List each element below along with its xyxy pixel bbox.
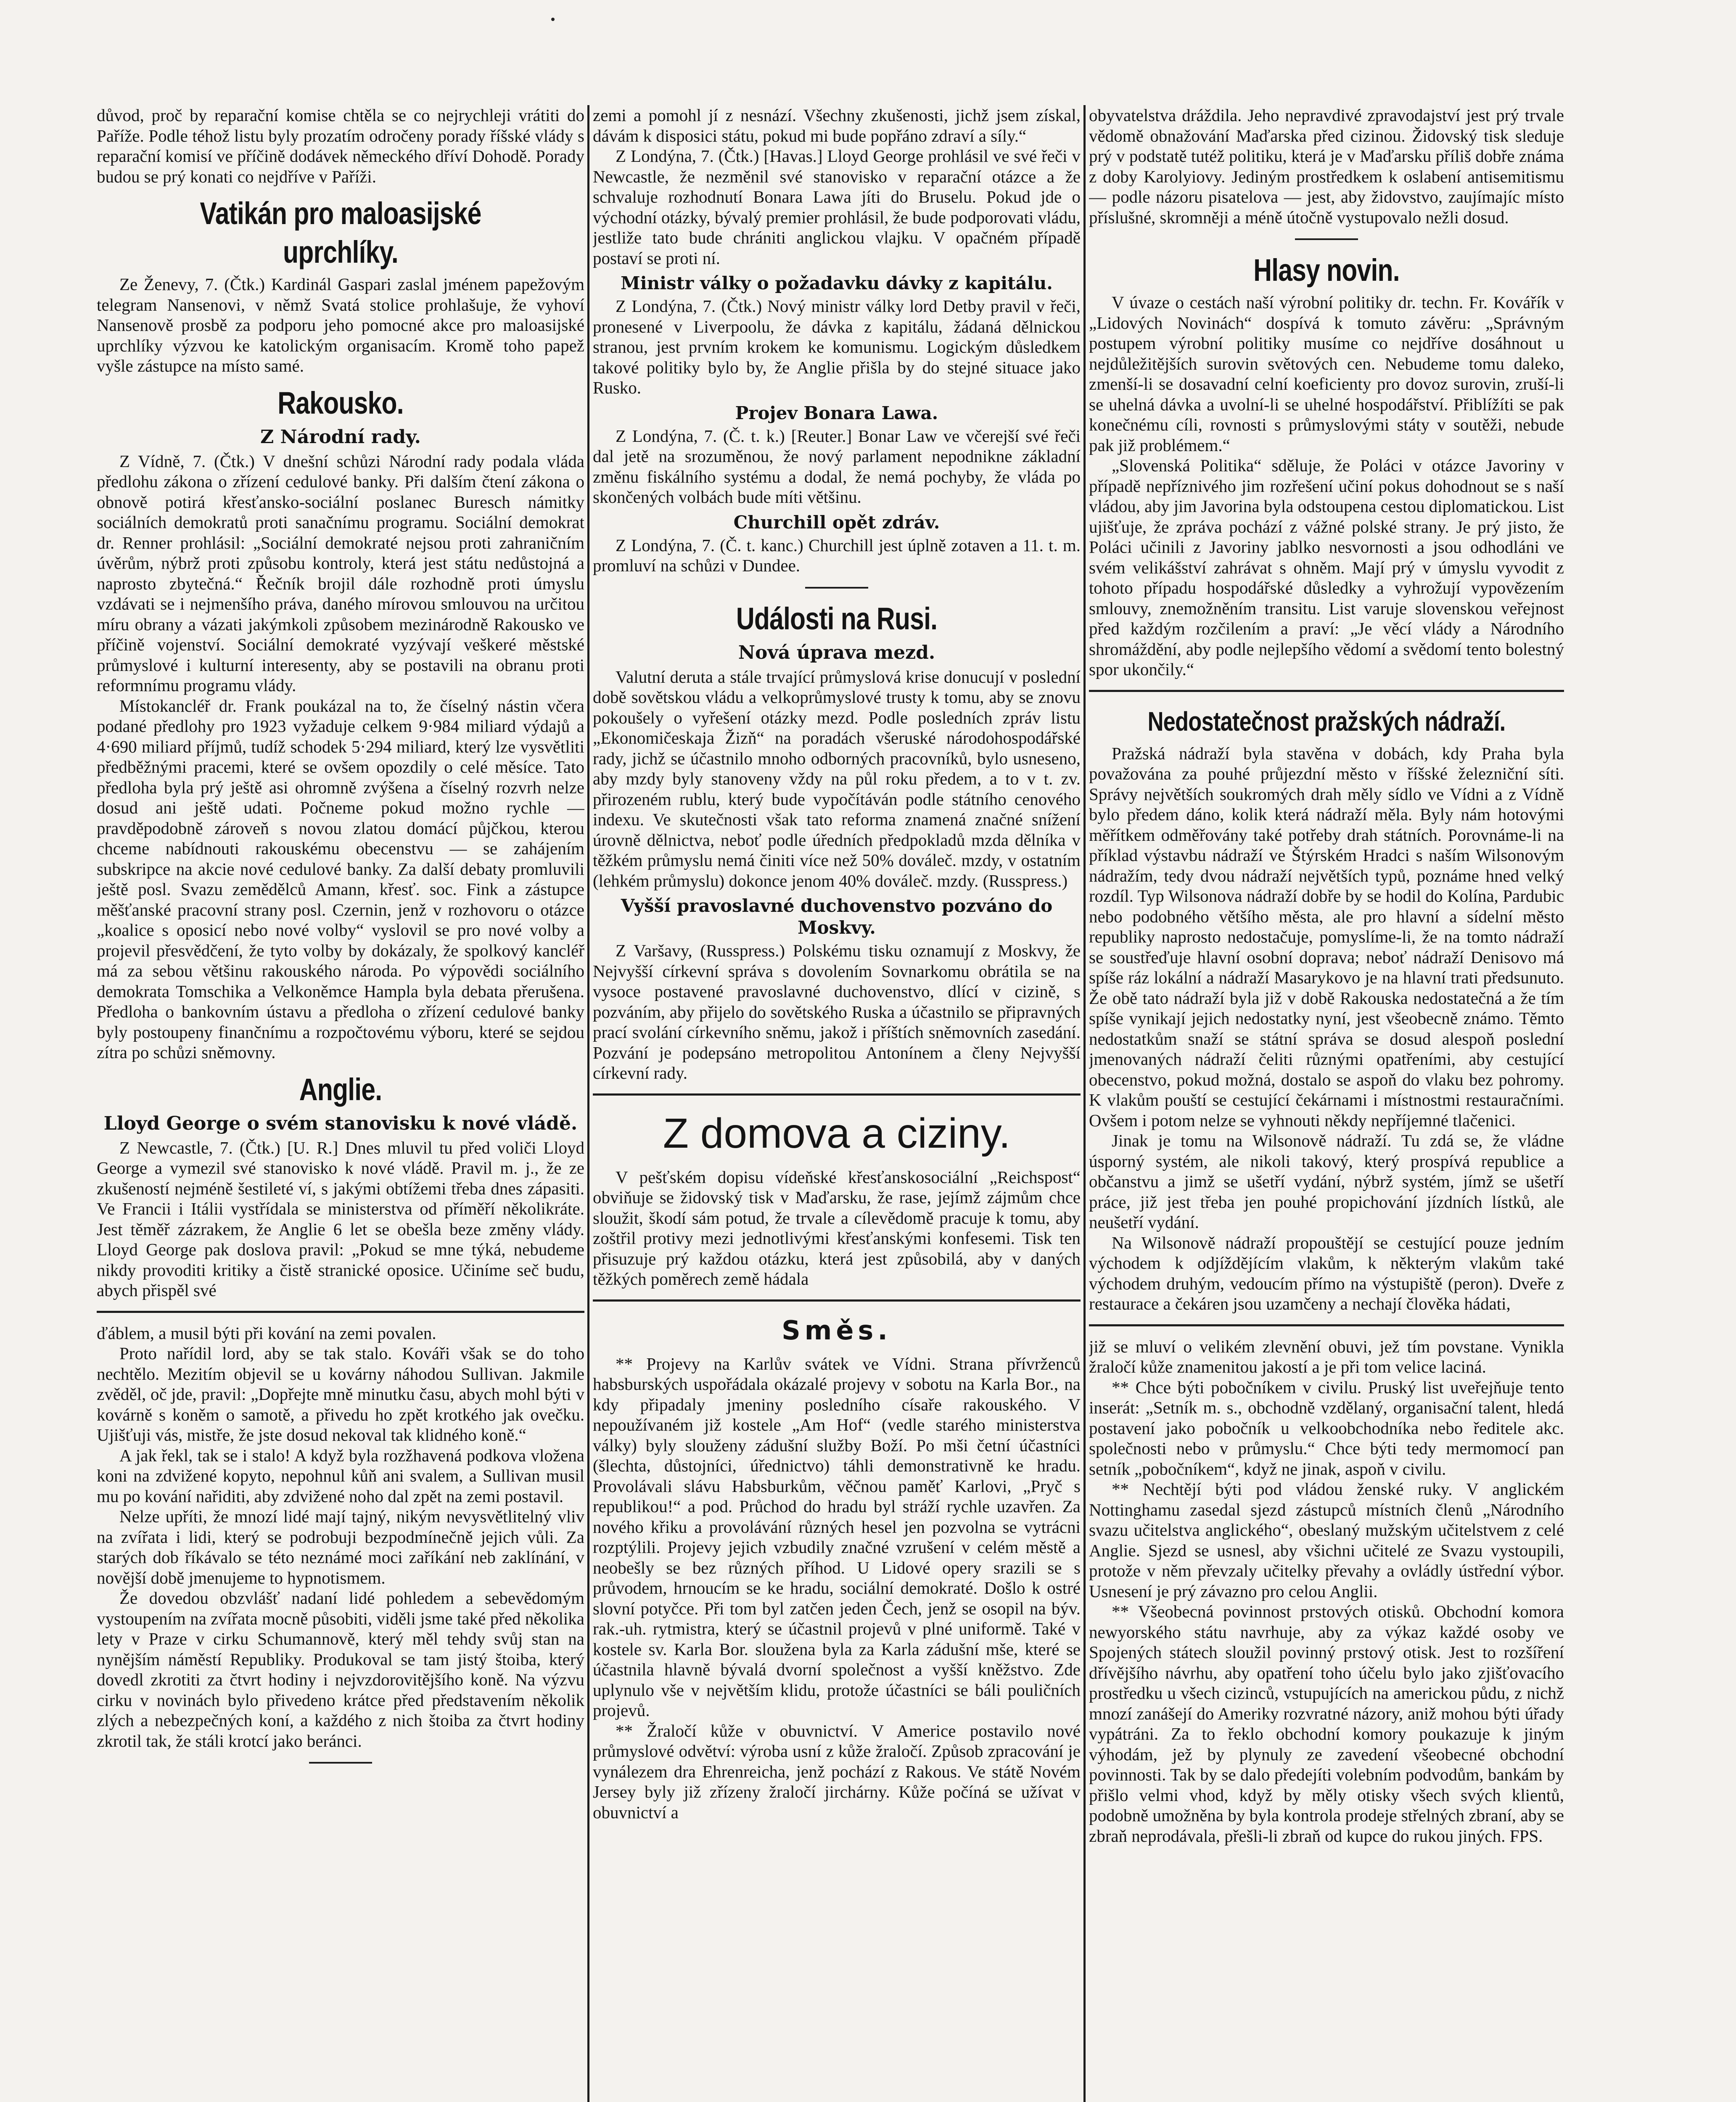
section-heading: Nedostatečnost pražských nádraží. xyxy=(1147,706,1506,737)
section-heading: Vatikán pro maloasijské uprchlíky. xyxy=(200,196,481,269)
section-heading: Projev Bonara Lawa. xyxy=(735,402,938,423)
section-heading: Rakousko. xyxy=(277,385,404,420)
article-paragraph: Z Londýna, 7. (Čtk.) Nový ministr války lord Detby pravil v řeči, pronesené v Liverpoolu, že dávka z kapitálu, žádaná dělnickou stranou, jest prvním krokem ke komunismu. Logickým důsledkem takové politiky bylo by, že Anglie přišla by do stejné situace jako Rusko. xyxy=(593,296,1081,397)
section-heading: Hlasy novin. xyxy=(1253,253,1400,288)
column-divider xyxy=(1083,105,1086,2102)
article-paragraph: Z Varšavy, (Russpress.) Polskému tisku oznamují z Moskvy, že Nejvyšší církevní správa s dovolením Sovnarkomu obrátila se na vysoce postavené pravoslavné duchovenstvo, dlící v cizině, s pozváním, aby přijelo do sovětského Ruska a účastnilo se připravných prací svolání církevního sněmu, jakož i příštích sněmovních zasedání. Pozvání je podepsáno metropolitou Antonínem a členy Nejvyšší církevní rady. xyxy=(593,941,1081,1083)
divider-rule xyxy=(805,587,868,589)
horizontal-rule xyxy=(593,1093,1081,1096)
section-heading: Anglie. xyxy=(299,1072,382,1107)
article-paragraph: ** Projevy na Karlův svátek ve Vídni. Strana přívrženců habsburských uspořádala okázalé projevy v sobotu na Karla Bor., na kdy připadaly jmeniny posledního císaře rakouského. V nepoužívaném již kostele „Am Hof“ (vedle starého ministerstva války) byly slouženy zádušní služby Boží. Po mši četní účastníci (šlechta, důstojníci, úřednictvo) táhli demonstrativně ke hradu. Provolávali slávu Habsburkům, věčnou paměť Karlovi, „Pryč s republikou!“ a pod. Průchod do hradu byl stráží rychle uzavřen. Za nového křiku a provolávání různých hesel jen pozvolna se vytrácni rozptýlili. Projevy jejich vzbudily značné vzrušení v celém městě a neobešly se bez různých příhod. U Lidové opery srazili se s průvodem, hrnoucím se ke hradu, sociální demokraté. Došlo k ostré slovní potyčce. Při tom byl zatčen jeden Čech, jenž se osopil na býv. rak.-uh. rytmistra, který se účastnil projevů v plné uniformě. Také v kostele sv. Karla Bor. sloužena byla za Karla zádušní mše, které se účastnila hlavně bývalá dvorní společnost a vyšší kněžstvo. Zde uplynulo vše v největším klidu, protože účastníci se báli pouličních projevů. xyxy=(593,1354,1081,1720)
article-paragraph: Že dovedou obzvlášť nadaní lidé pohledem a sebevědomým vystoupením na zvířata mocně působiti, viděli jsme také před několika lety v Praze v cirku Schumannově, který měl tehdy svůj stan na nynějším náměstí Republiky. Produkoval se tam jistý štoiba, který dovedl zkrotiti za čtvrt hodiny i nejvzdorovitějšího koně. Na výzvu cirku v novinách bylo přivedeno krátce před představením několik zlých a nebezpečných koní, a každého z nich štoiba za čtvrt hodiny zkrotil tak, že stáli krotcí jako beránci. xyxy=(97,1588,584,1751)
column-2 xyxy=(593,105,1081,2102)
section-heading: Ministr války o požadavku dávky z kapitálu. xyxy=(621,273,1053,293)
article-paragraph: Z Londýna, 7. (Čtk.) [Havas.] Lloyd George prohlásil ve své řeči v Newcastle, že nezměnil své stanovisko v reparační otázce a že schvaluje rozhodnutí Bonara Lawa jíti do Bruselu. Pokud jde o východní otázky, bývalý premier prohlásil, že bude podporovati vládu, jestliže tato bude chrániti anglickou vlajku. V opačném případě postaví se proti ní. xyxy=(593,146,1081,268)
article-paragraph: Nelze upříti, že mnozí lidé mají tajný, nikým nevysvětlitelný vliv na zvířata i lidi, který se podrobuji bezpodmínečně jejich vůli. Za starých dob říkávalo se této neznámé moci zaříkání neb zaklínání, v novější době jmenujeme to hypnotismem. xyxy=(97,1507,584,1587)
article-paragraph: A jak řekl, tak se i stalo! A když byla rozžhavená podkova vložena koni na zdvižené kopyto, nepohnul kůň ani svalem, a Sullivan musil mu po kování nařiditi, aby zdvižené noho dal zpět na zemi postavil. xyxy=(97,1445,584,1506)
article-paragraph: Místokancléř dr. Frank poukázal na to, že číselný nástin včera podané předlohy pro 1923 vyžaduje celkem 9·984 miliard výdajů a 4·690 miliard příjmů, tudíž schodek 5·294 miliard, který lze vysvětliti předběžnými pracemi, které se ovšem opozdily o celé měsíce. Tato předloha byla prý ještě asi ohromně zvýšena a číselný rozvrh nelze dosud ani ještě udati. Počneme pokud možno rychle — pravděpodobně zároveň s novou zlatou domácí půjčkou, kterou chceme nabídnouti rakouskému obecenstvu — se zahájením subskripce na akcie nové cedulové banky. Za další debaty promluvili ještě posl. Svazu zemědělců Amann, křesť. soc. Fink a zástupce měšťanské pracovní strany posl. Czernin, jenž v rozhovoru o otázce „koalice s oposicí nebo nové volby“ vyslovil se pro nové volby a projevil přesvědčení, že tyto volby by dokázaly, že spolkový kancléř má za sebou většinu rakouského národa. Po výpovědi sociálního demokrata Tomschika a Velkoněmce Hampla byla debata přerušena. Předloha o bankovním ústavu a předloha o zřízení cedulové banky byly postoupeny finančnímu a rozpočtovému výboru, které se sejdou zítra po schůzi sněmovny. xyxy=(97,696,584,1062)
column-1 xyxy=(97,105,584,2102)
section-heading: Události na Rusi. xyxy=(736,601,938,636)
end-rule xyxy=(309,1762,372,1764)
article-paragraph: již se mluví o velikém zlevnění obuvi, jež tím povstane. Vynikla žraločí kůže znamenitou jakostí a je při tom velice laciná. xyxy=(1089,1336,1564,1376)
article-paragraph: ** Chce býti pobočníkem v civilu. Pruský list uveřejňuje tento inserát: „Setník m. s., obchodně vzdělaný, organisační talent, hledá postavení jako pobočník u velkoobchodníka nebo ředitele akc. společnosti nebo v průmyslu.“ Chce býti tedy mermomocí pan setník „pobočníkem“, když ne jinak, aspoň v civilu. xyxy=(1089,1377,1564,1479)
sub-heading: Nová úprava mezd. xyxy=(738,642,935,663)
article-paragraph: „Slovenská Politika“ sděluje, že Poláci v otázce Javoriny v případě nepříznivého jim rozřešení učiní pokus dohodnout se s naší vládou, aby jim Javorina byla odstoupena cestou diplomatickou. List ujišťuje, že zpráva pochází z vážné polské strany. Je prý jisto, že Poláci učinili z Javoriny jablko nesvornosti a jsou odhodláni ve svém velikášství zahrávat s ohněm. Mají prý v úmyslu vyvodit z tohoto případu hospodářské důsledky a vyhrožují vypovězením smlouvy, znemožněním transitu. List varuje slovenskou veřejnost před každým rozčilením a praví: „Je věcí vlády a Národního shromáždění, aby podle nejlepšího vědomí a svědomí tento bolestný spor ukončily.“ xyxy=(1089,456,1564,679)
horizontal-rule xyxy=(97,1311,584,1313)
column-3 xyxy=(1089,105,1564,2102)
divider-rule xyxy=(1295,238,1358,240)
article-paragraph: Ze Ženevy, 7. (Čtk.) Kardinál Gaspari zaslal jménem papežovým telegram Nansenovi, v němž Svatá stolice prohlašuje, že vyhoví Nansenově prosbě za podporu jeho pomocné akce pro maloasijské uprchlíky výzvou ke katolickým organisacím. Kromě toho papež vyšle zástupce na místo samé. xyxy=(97,275,584,375)
article-paragraph: důvod, proč by reparační komise chtěla se co nejrychleji vrátiti do Paříže. Podle téhož listu byly prozatím odročeny porady říšské vlády s reparační komisí ve příčině dodávek německého dříví Dohodě. Porady budou se prý konati co nejdříve v Paříži. xyxy=(97,106,584,186)
horizontal-rule xyxy=(593,1299,1081,1302)
article-paragraph: Z Londýna, 7. (Č. t. k.) [Reuter.] Bonar Law ve včerejší své řeči dal jetě na srozuměnou, že nový parlament nepodnikne základní změnu fiskálního systému a dodal, že nemá pochyby, že vláda po skončených volbách bude míti většinu. xyxy=(593,426,1081,507)
section-heading: Vyšší pravoslavné duchovenstvo pozváno do Moskvy. xyxy=(621,895,1053,938)
article-paragraph: ** Žraločí kůže v obuvnictví. V Americe postavilo nové průmyslové odvětví: výroba usní z kůže žraločí. Způsob zpracování je vynálezem dra Ehrenreicha, jenž pochází z Rakous. Ve státě Novém Jersey byly již zřízeny žraločí jirchárny. Kůže počíná se užívat v obuvnictví a xyxy=(593,1721,1081,1822)
article-paragraph: Z Vídně, 7. (Čtk.) V dnešní schůzi Národní rady podala vláda předlohu zákona o zřízení cedulové banky. Při dalším čtení zákona o obnově potirá křesťansko-sociální poslanec Buresch námitky sociálních demokratů proti sanačnímu programu. Sociální demokrat dr. Renner prohlásil: „Sociální demokraté nejsou proti zahraničním úvěrům, nýbrž proti způsobu kontroly, která jest státu nedůstojná a naprosto zbytečná.“ Řečník brojil dále rozhodně proti úmyslu vzdávati se i nejmenšího práva, daného mírovou smlouvou na určitou míru obrany a vázati jakýmkoli způsobem mezinárodně Rakousko ve příčině vojenství. Sociální demokraté vyzývají veškeré městské průmyslové i kulturní interesenty, aby se postavili na obranu proti reformnímu programu vlády. xyxy=(97,451,584,695)
article-paragraph: V pešťském dopisu vídeňské křesťanskosociální „Reichspost“ obviňuje se židovský tisk v Maďarsku, že rase, jejímž zájmům chce sloužit, škodí sám potud, že trvale a cílevědomě pracuje k tomu, aby zoštřil protivy mezi jednotlivými křesťanskými konfesemi. Tisk ten přisuzuje prý každou otázku, která jest způsobilá, aby v daných těžkých poměrech země hádala xyxy=(593,1167,1081,1289)
section-heading: Churchill opět zdráv. xyxy=(733,512,940,533)
article-paragraph: ** Nechtějí býti pod vládou ženské ruky. V anglickém Nottinghamu zasedal sjezd zástupců místních členů „Národního svazu učitelstva anglického“, obeslaný mužským učitelstvem z celé Anglie. Sjezd se usnesl, aby všichni učitelé ze Svazu vystoupili, protože v něm převzaly učitelky převahy a ovládly ústřední výbor. Usnesení je prý závazno pro celou Anglii. xyxy=(1089,1479,1564,1601)
article-paragraph: obyvatelstva dráždila. Jeho nepravdivé zpravodajství jest prý trvale vědomě obnažování Maďarska před cizinou. Židovský tisk sleduje prý v podstatě tutéž politiku, která je v Maďarsku příliš dobře známa z doby Karolyiovy. Jediným prostředkem k oslabení antisemitismu — podle názoru pisatelova — jest, aby židovstvo, zaujímajíc místo příslušné, skromněji a méně útočně vystupovalo nežli dosud. xyxy=(1089,106,1564,227)
horizontal-rule xyxy=(1089,1324,1564,1326)
sub-heading: Lloyd George o svém stanovisku k nové vládě. xyxy=(103,1112,578,1134)
article-paragraph: V úvaze o cestách naší výrobní politiky dr. techn. Fr. Kovářík v „Lidových Novinách“ dospívá k tomuto závěru: „Správným postupem výrobní politiky musíme co nejdříve dosáhnout u nejdůležitějších surovin světových cen. Nebudeme tomu daleko, zmenší-li se dosavadní celní koeficienty pro dovoz surovin, zruší-li se uhelná dávka a uvolní-li se uhelné hospodářství. Přiblížíti se pak konečnému cíli, rovnosti s průmyslovými státy v soutěži, nebude pak již problémem.“ xyxy=(1089,293,1564,455)
article-paragraph: ** Všeobecná povinnost prstových otisků. Obchodní komora newyorského státu navrhuje, aby za výkaz každé osoby ve Spojených státech sloužil povinný prstový otisk. Jest to rozšíření dřívějšího návrhu, aby opatření toho účelu bylo jako zjišťovacího prostředku u všech cizinců, vstupujících na americkou půdu, z nichž mnozí zanášejí do Ameriky rozvratné názory, aniž mohou býti úřady vypátráni. Za to řeklo obchodní komory poukazuje k jiným výhodám, jež by plynuly ze zavedení všeobecné obchodní povinnosti. Tak by se dalo předejíti volebním podvodům, bankám by přišlo velmi vhod, když by měly otisky všech svých klientů, podobně umožněna by byla kontrola prodeje střelných zbraní, aby se zbraň neprodávala, přešli-li zbraň od kupce do rukou jiných. FPS. xyxy=(1089,1602,1564,1846)
article-paragraph: zemi a pomohl jí z nesnází. Všechny zkušenosti, jichž jsem získal, dávám k disposici státu, pokud mi bude popřáno zdraví a síly.“ xyxy=(593,106,1081,145)
article-paragraph: Jinak je tomu na Wilsonově nádraží. Tu zdá se, že vládne úsporný systém, ale nikoli takový, který prospívá republice a občanstvu a jimž se ušetří vydání, nýbrž systém, jímž se ušetří práce, již jest třeba jen pouhé propichování jízdních lístků, ale neušetří vydání. xyxy=(1089,1131,1564,1232)
article-paragraph: Z Newcastle, 7. (Čtk.) [U. R.] Dnes mluvil tu před voliči Lloyd George a vymezil své stanovisko k nové vládě. Pravil m. j., že ze zkušeností nejméně šestileté ví, s jakými obtížemi třeba dnes zápasiti. Ve Francii i Itálii vystřídala se ministerstva od příměří několikráte. Jest těměř zázrakem, že Anglie 6 let se obešla beze změny vlády. Lloyd George pak doslova pravil: „Pokud se mne týká, nebudeme nikdy provoditi kritiky a čistě stranické oposice. Učiníme seč budu, abych přispěl své xyxy=(97,1138,584,1300)
article-paragraph: Valutní deruta a stále trvající průmyslová krise donucují v poslední době sovětskou vládu a velkoprůmyslové trusty k tomu, aby se znovu pokoušely o vyřešení otázky mezd. Podle posledních zpráv listu „Ekonomičeskaja Žizň“ na poradách všeruské národohospodářské rady, jichž se účastnilo mnoho odborných pracovníků, bylo usneseno, aby mzdy byly stanoveny vždy na půl roku předem, a to v t. zv. přirozeném rublu, který bude vypočítáván podle státního cenového indexu. Ve skutečnosti však tato reforma znamená značné snížení úrovně dělnictva, neboť podle úředních předpokladů mzda dělníka v těžkém průmyslu nemá činiti více než 50% dováleč. mzdy, v ostatním (lehkém průmyslu) dokonce jenom 40% dováleč. mzdy. (Russpress.) xyxy=(593,667,1081,890)
section-heading: Z domova a ciziny. xyxy=(663,1109,1011,1157)
article-paragraph: Pražská nádraží byla stavěna v dobách, kdy Praha byla považována za pouhé průjezdní město v říšské železniční síti. Správy největších soukromých drah měly sídlo ve Vídni a z Vídně bylo předem dáno, kolik která nádraží měla. Byly nám hotovými měřítkem odměřovány také potřeby drah státních. Porovnáme-li na příklad výstavbu nádraží ve Štýrském Hradci s naším Wilsonovým nádražím, tedy dvou nádraží největších typů, poznáme hned velký rozdíl. Typ Wilsonova nádraží dobře by se hodil do Kolína, Pardubic nebo podobného většího města, ale pro hlavní a sídelní město republiky naprosto nedostačuje, pomyslíme-li, že na tomto nádraží se soustřeďuje hlavní osobní doprava; neboť nádraží Denisovo má spíše ráz lokální a nádraží Masarykovo je na hlavní trati předsunuto. Že obě tato nádraží byla již v době Rakouska nedostatečná a že tím spíše vynikají jejich nedostatky nyní, jest všeobecně známo. Těmto nedostatkům snaží se státní správa se dosud alespoň poslední jmenovaných nádraží čeliti různými opatřeními, aby cestující obecenstvo, pokud možná, dostalo se aspoň do vlaku bez pohromy. K vlakům pouští se cestující čekárnami i místnostmi restauračními. Ovšem i potom nelze se vyhnouti někdy nepříjemné tlačenici. xyxy=(1089,743,1564,1130)
article-paragraph: Proto nařídil lord, aby se tak stalo. Kováři však se do toho nechtělo. Mezitím objevil se u kovárny náhodou Sullivan. Jakmile zvěděl, oč jde, pravil: „Dopřejte mně minutku času, abych mohl býti v kovárně s koněm o samotě, a přivedu ho zpět krotkého jak ovečku. Ujišťuji vás, mistře, že jste dosud nekoval tak klidného koně.“ xyxy=(97,1344,584,1444)
sub-heading: Z Národní rady. xyxy=(260,426,421,448)
section-heading: Směs. xyxy=(782,1315,892,1346)
article-paragraph: ďáblem, a musil býti při kování na zemi povalen. xyxy=(97,1323,436,1343)
article-paragraph: Na Wilsonově nádraží propouštějí se cestující pouze jedním východem k odjíždějícím vlakům, k některým vlakům také východem druhým, vedoucím přímo na výstupiště (peron). Dveře z restaurace a čekáren jsou uzamčeny a nechají člověka hádati, xyxy=(1089,1233,1564,1313)
column-divider xyxy=(587,105,589,2102)
article-paragraph: Z Londýna, 7. (Č. t. kanc.) Churchill jest úplně zotaven a 11. t. m. promluví na schůzi v Dundee. xyxy=(593,535,1081,575)
print-speck xyxy=(551,18,555,21)
horizontal-rule xyxy=(1089,690,1564,692)
